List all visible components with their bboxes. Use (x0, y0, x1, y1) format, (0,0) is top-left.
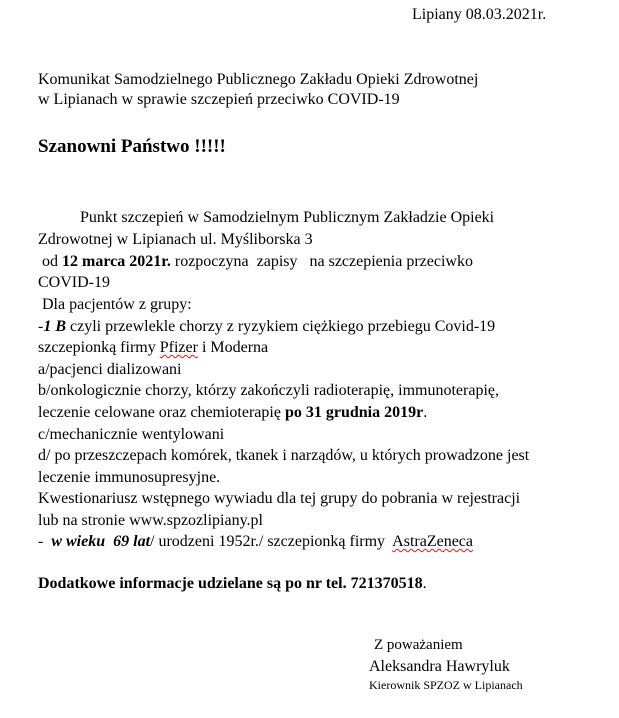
signature-title: Kierownik SPZOZ w Lipianach (369, 678, 523, 692)
body-line: Dla pacjentów z grupy: (38, 296, 192, 313)
contact-info: Dodatkowe informacje udzielane są po nr tel. 721370518. (38, 575, 427, 592)
body-line: c/mechanicznie wentylowani (38, 426, 225, 443)
body-line: a/pacjenci dializowani (38, 361, 182, 378)
greeting: Szanowni Państwo !!!!! (38, 136, 226, 157)
body-line: Kwestionariusz wstępnego wywiadu dla tej grupy do pobrania w rejestracji (38, 490, 521, 507)
signature-closing: Z poważaniem (374, 637, 463, 653)
heading-line-1: Komunikat Samodzielnego Publicznego Zakładu Opieki Zdrowotnej (38, 71, 479, 88)
body-line: leczenie celowane oraz chemioterapię po 31 grudnia 2019r. (38, 404, 428, 421)
body-line: szczepionką firmy Pfizer i Moderna (38, 339, 269, 356)
body-line: leczenie immunosupresyjne. (38, 469, 221, 486)
heading-line-2: w Lipianach w sprawie szczepień przeciwko COVID-19 (38, 91, 400, 108)
body-line: COVID-19 (38, 274, 110, 291)
body-line: od 12 marca 2021r. rozpoczyna zapisy na szczepienia przeciwko (38, 253, 473, 270)
body-line: lub na stronie www.spzozlipiany.pl (38, 512, 263, 529)
body-line: -1 B czyli przewlekle chorzy z ryzykiem ciężkiego przebiegu Covid-19 (38, 318, 496, 335)
body-line: - w wieku 69 lat/ urodzeni 1952r./ szczepionką firmy AstraZeneca (38, 533, 474, 550)
body-line: Zdrowotnej w Lipianach ul. Myśliborska 3 (38, 231, 313, 248)
body-line: b/onkologicznie chorzy, którzy zakończyli radioterapię, immunoterapię, (38, 382, 500, 399)
body-line: Punkt szczepień w Samodzielnym Publicznym Zakładzie Opieki (80, 209, 495, 226)
body-line: d/ po przeszczepach komórek, tkanek i narządów, u których prowadzone jest (38, 447, 530, 464)
signature-name: Aleksandra Hawryluk (369, 658, 510, 675)
document-date: Lipiany 08.03.2021r. (412, 6, 547, 23)
